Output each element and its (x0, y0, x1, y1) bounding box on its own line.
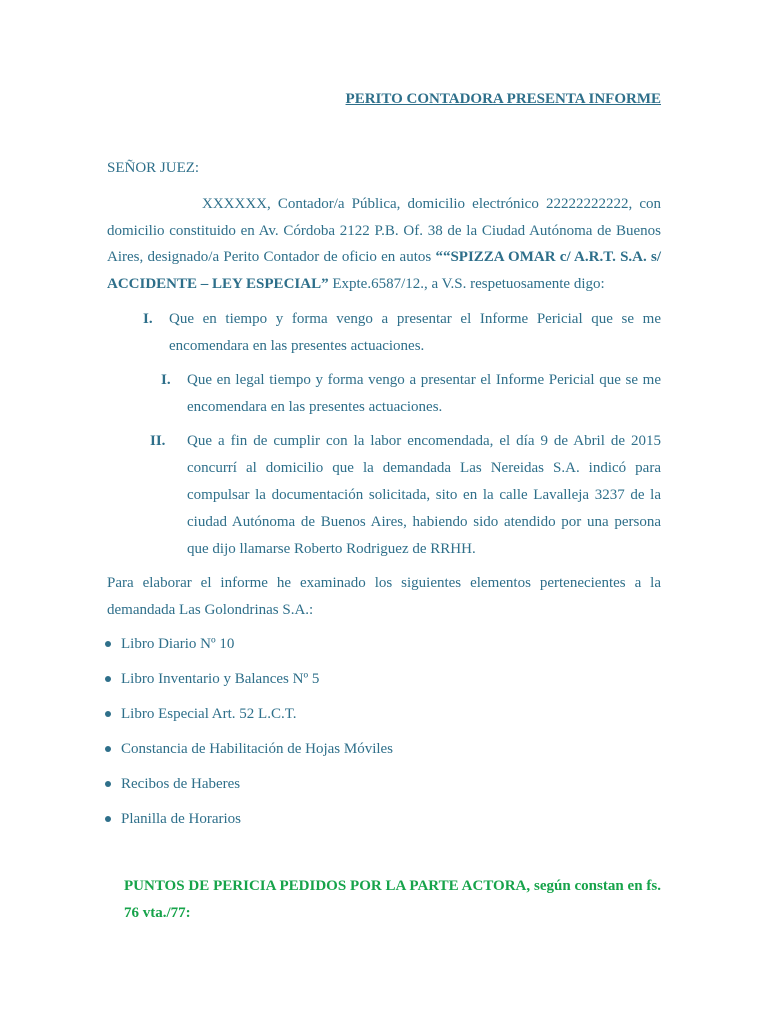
list-item (105, 772, 393, 807)
list-item (105, 807, 393, 842)
bullet-icon (105, 816, 111, 822)
item-text: Que a fin de cumplir con la labor encomendada, el día 9 de Abril de 2015 concurrí al domicilio que la demandada Las Nereidas S.A. indicó para compulsar la documentación solicitada, sito en la calle Lavalleja 3237 de la ciudad Autónoma de Buenos Aires, habiendo sido atendido por una persona que dijo llamarse Roberto Rodriguez de RRHH. (187, 433, 661, 557)
intro-paragraph (107, 191, 661, 297)
list-item (105, 702, 393, 737)
item-number: II. (150, 433, 166, 449)
document-title: PERITO CONTADORA PRESENTA INFORME (345, 91, 661, 107)
points-heading: PUNTOS DE PERICIA PEDIDOS POR LA PARTE ACTORA, según constan en fs. 76 vta./77: (124, 878, 661, 921)
list-item (150, 428, 661, 563)
bullet-text: Libro Inventario y Balances Nº 5 (121, 671, 320, 687)
bullet-text: Libro Diario Nº 10 (121, 636, 235, 652)
bullet-text: Planilla de Horarios (121, 811, 241, 827)
list-item (105, 737, 393, 772)
bullet-text: Constancia de Habilitación de Hojas Móviles (121, 741, 394, 757)
bullet-icon (105, 676, 111, 682)
bullet-icon (105, 641, 111, 647)
bullet-text: Libro Especial Art. 52 L.C.T. (121, 706, 297, 722)
bullet-icon (105, 711, 111, 717)
bullet-icon (105, 781, 111, 787)
intro-text-part2: Expte.6587/12., a V.S. respetuosamente digo: (328, 275, 605, 292)
salutation: SEÑOR JUEZ: (107, 160, 200, 176)
item-number: I. (161, 372, 171, 388)
item-number: I. (143, 311, 153, 327)
list-item (105, 632, 393, 667)
bullet-text: Recibos de Haberes (121, 776, 241, 792)
list-item (161, 367, 661, 421)
list-item (105, 667, 393, 702)
intro-text-part1: XXXXXX, Contador/a Pública, domicilio electrónico 22222222222, con domicilio constituido en Av. Córdoba 2122 P.B. Of. 38 de la Ciudad Autónoma de Buenos Aires, designado/a Perito Contador de oficio en autos (107, 196, 661, 265)
item-text: Que en tiempo y forma vengo a presentar el Informe Pericial que se me encomendara en las presentes actuaciones. (169, 311, 661, 354)
item-text: Que en legal tiempo y forma vengo a presentar el Informe Pericial que se me encomendara en las presentes actuaciones. (187, 372, 661, 415)
case-name: ““SPIZZA OMAR c/ A.R.T. S.A. s/ ACCIDENTE – LEY ESPECIAL” (107, 249, 661, 292)
elements-list (105, 632, 393, 842)
bullet-icon (105, 746, 111, 752)
elements-intro: Para elaborar el informe he examinado los siguientes elementos pertenecientes a la demandada Las Golondrinas S.A.: (107, 575, 661, 618)
list-item (143, 306, 661, 360)
